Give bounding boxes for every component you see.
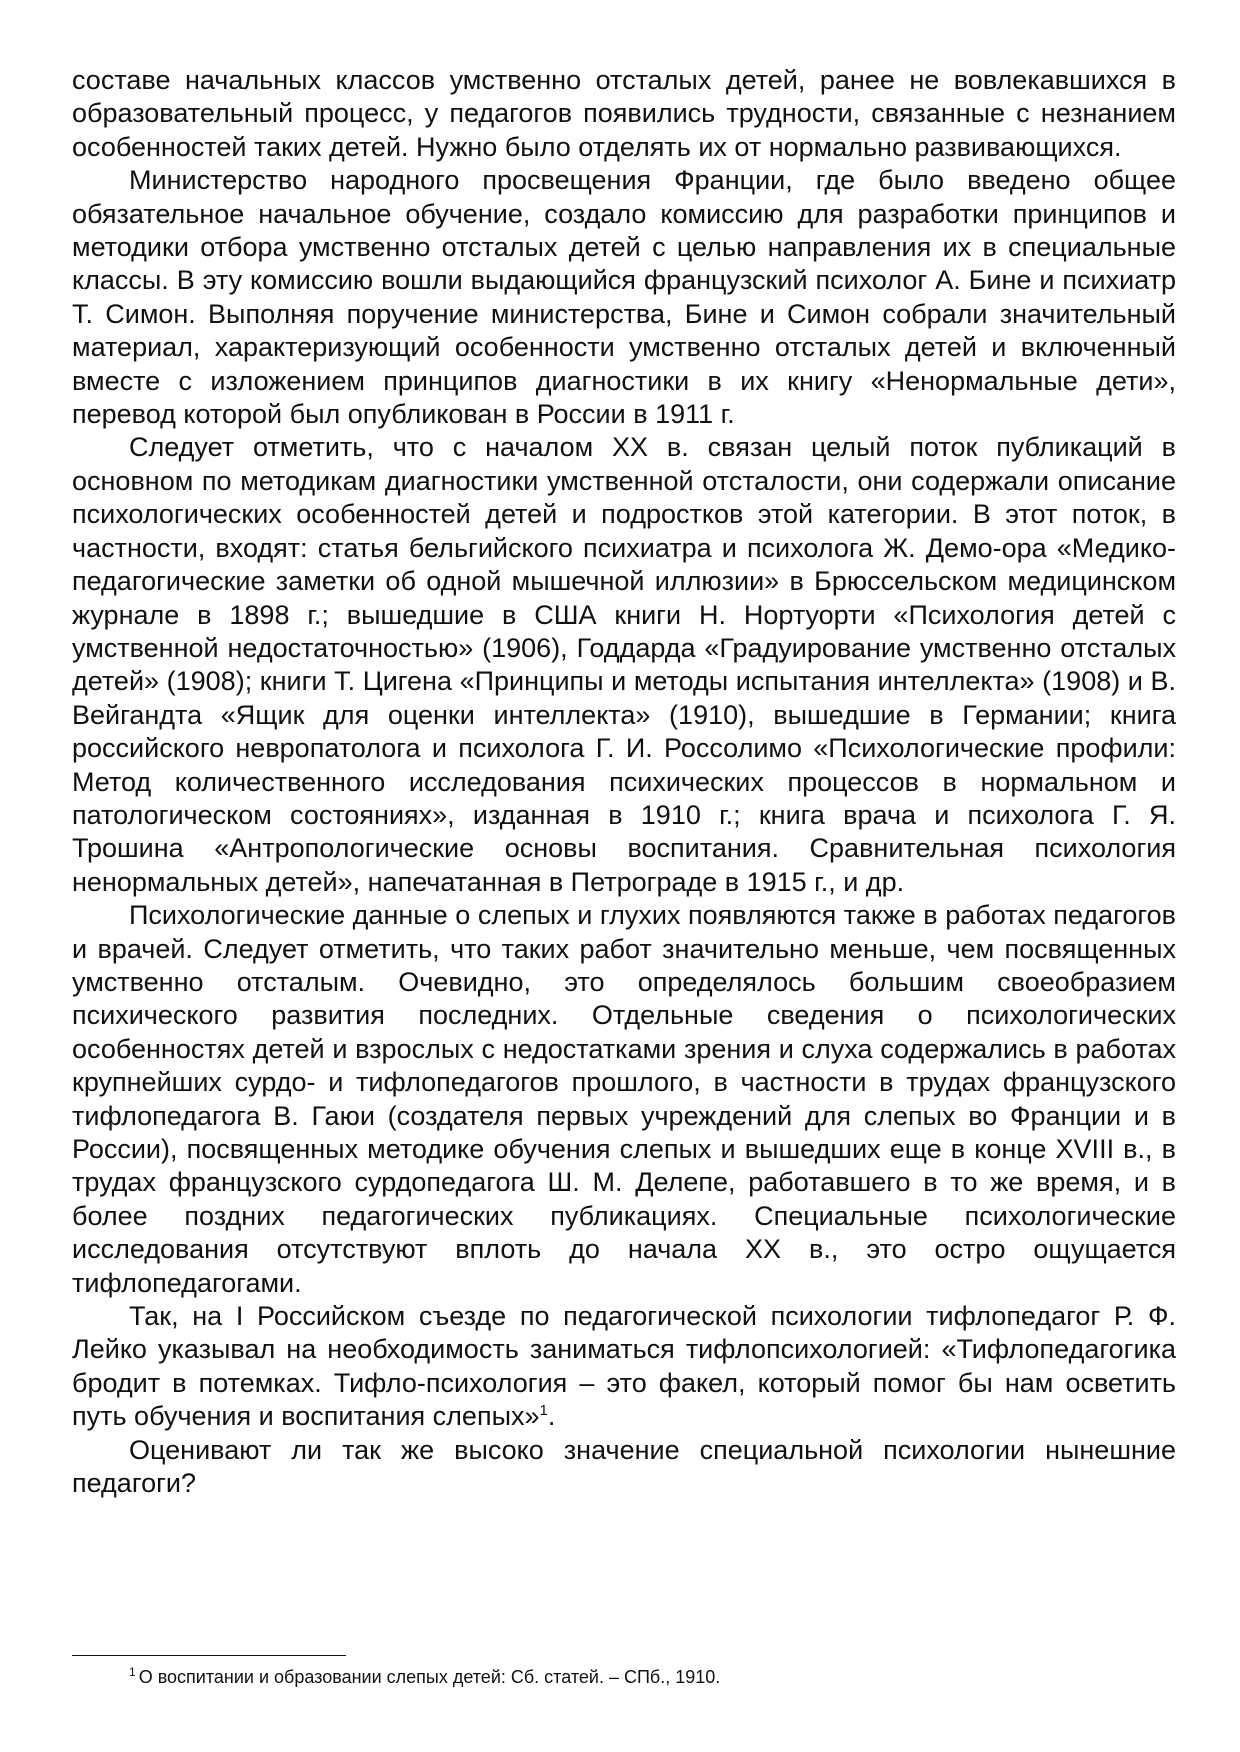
- page-body: [72, 64, 1176, 1500]
- footnote-text: О воспитании и образовании слепых детей: Сб. статей. – СПб., 1910.: [138, 1667, 721, 1687]
- footnote: [129, 1665, 720, 1689]
- footnote-separator: [72, 1655, 346, 1656]
- footnote-mark: 1: [129, 1665, 136, 1679]
- footnote-reference-trailing: .: [547, 1401, 556, 1432]
- paragraph-blind-deaf-psychology: Психологические данные о слепых и глухих появляются также в работах педагогов и врачей. Следует отметить, что таких работ значительно меньше, чем посвященных умственно отсталым. Очевидно, это определялось большим своеобразием психического развития последних. Отдельные сведения о психологических особенностях детей и взрослых с недостатками зрения и слуха содержались в работах крупнейших сурдо- и тифлопедагогов прошлого, в частности в трудах французского тифлопедагога В. Гаюи (создателя первых учреждений для слепых во Франции и в России), посвященных методике обучения слепых и вышедших еще в конце XVIII в., в трудах французского сурдопедагога Ш. М. Делепе, работавшего в то же время, и в более поздних педагогических публикациях. Специальные психологические исследования отсутствуют вплоть до начала XX в., это остро ощущается тифлопедагогами.: [72, 900, 1176, 1298]
- footnote-reference[interactable]: 1: [539, 1402, 548, 1420]
- paragraph-binet-simon: Министерство народного просвещения Франции, где было введено общее обязательное начальное обучение, создало комиссию для разработки принципов и методики отбора умственно отсталых детей с целью направления их в специальные классы. В эту комиссию вошли выдающийся французский психолог А. Бине и психиатр Т. Симон. Выполняя поручение министерства, Бине и Симон собрали значительный материал, характеризующий особенности умственно отсталых детей и включенный вместе с изложением принципов диагностики в их книгу «Ненормальные дети», перевод которой был опубликован в России в 1911 г.: [72, 165, 1176, 430]
- paragraph-continued-intro: составе начальных классов умственно отсталых детей, ранее не вовлекавшихся в образовательный процесс, у педагогов появились трудности, связанные с незнанием особенностей таких детей. Нужно было отделять их от нормально развивающихся.: [72, 65, 1176, 162]
- paragraph-closing-question: Оценивают ли так же высоко значение специальной психологии нынешние педагоги?: [72, 1434, 1176, 1499]
- paragraph-xx-century-publications: Следует отметить, что с началом XX в. связан целый поток публикаций в основном по методикам диагностики умственной отсталости, они содержали описание психологических особенностей детей и подростков этой категории. В этот поток, в частности, входят: статья бельгийского психиатра и психолога Ж. Демо-ора «Медико-педагогические заметки об одной мышечной иллюзии» в Брюссельском медицинском журнале в 1898 г.; вышедшие в США книги Н. Нортуорти «Психология детей с умственной недостаточностью» (1906), Годдарда «Градуирование умственно отсталых детей» (1908); книги Т. Цигена «Принципы и методы испытания интеллекта» (1908) и В. Вейгандта «Ящик для оценки интеллекта» (1910), вышедшие в Германии; книга российского невропатолога и психолога Г. И. Россолимо «Психологические профили: Метод количественного исследования психических процессов в нормальном и патологическом состояниях», изданная в 1910 г.; книга врача и психолога Г. Я. Трошина «Антропологические основы воспитания. Сравнительная психология ненормальных детей», напечатанная в Петрограде в 1915 г., и др.: [72, 432, 1176, 897]
- paragraph-leiko-congress: [72, 1300, 1176, 1434]
- paragraph-leiko-text: Так, на I Российском съезде по педагогической психологии тифлопедагог Р. Ф. Лейко указывал на необходимость заниматься тифлопсихологией: «Тифлопедагогика бродит в потемках. Тифло-психология – это факел, который помог бы нам осветить путь обучения и воспитания слепых»: [72, 1301, 1176, 1432]
